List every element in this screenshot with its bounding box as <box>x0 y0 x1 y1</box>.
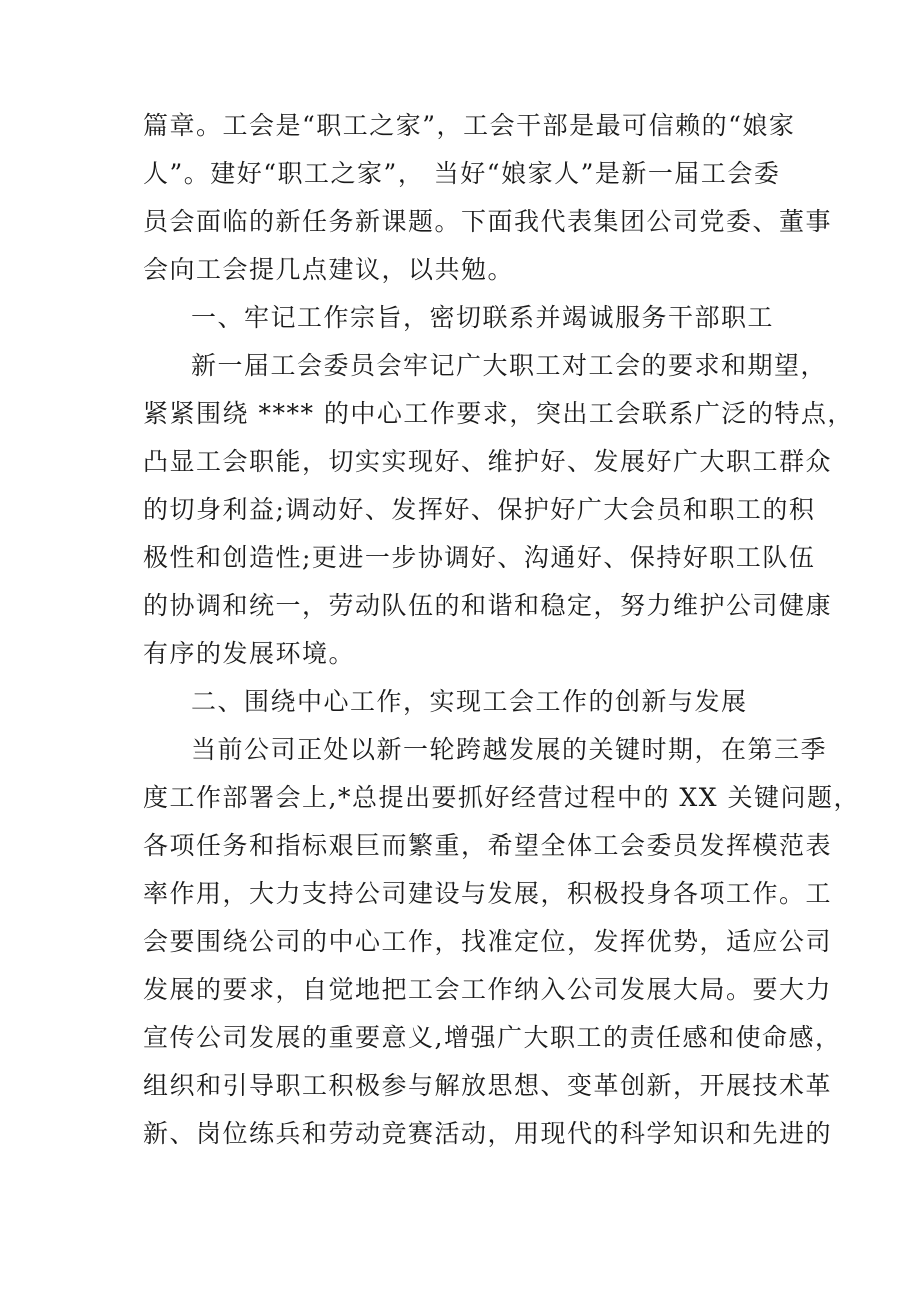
body-line: 凸显工会职能，切实实现好、维护好、发展好广大职工群众 <box>143 447 833 476</box>
body-line: 度工作部署会上,*总提出要抓好经营过程中的 XX 关键问题， <box>143 783 860 812</box>
body-line: 宣传公司发展的重要意义,增强广大职工的责任感和使命感， <box>143 1023 842 1052</box>
body-line: 各项任务和指标艰巨而繁重，希望全体工会委员发挥模范表 <box>143 831 833 860</box>
body-line: 会向工会提几点建议，以共勉。 <box>143 255 515 284</box>
body-line: 率作用，大力支持公司建设与发展，积极投身各项工作。工 <box>143 879 833 908</box>
document-body <box>143 102 860 1158</box>
body-line: 新、岗位练兵和劳动竞赛活动，用现代的科学知识和先进的 <box>143 1119 833 1148</box>
section-heading-2: 二、围绕中心工作，实现工会工作的创新与发展 <box>191 687 748 716</box>
body-line: 员会面临的新任务新课题。下面我代表集团公司党委、董事 <box>143 207 833 236</box>
paragraph-start: 新一届工会委员会牢记广大职工对工会的要求和期望， <box>191 351 828 380</box>
body-line: 篇章。工会是“职工之家”，工会干部是最可信赖的“娘家 <box>143 111 796 140</box>
paragraph-start: 当前公司正处以新一轮跨越发展的关键时期，在第三季 <box>191 735 828 764</box>
section-heading-1: 一、牢记工作宗旨，密切联系并竭诚服务干部职工 <box>191 303 775 332</box>
body-line: 发展的要求，自觉地把工会工作纳入公司发展大局。要大力 <box>143 975 833 1004</box>
body-line: 紧紧围绕 **** 的中心工作要求，突出工会联系广泛的特点， <box>143 399 854 428</box>
body-line: 有序的发展环境。 <box>143 639 356 668</box>
body-line: 人”。建好“职工之家”， 当好“娘家人”是新一届工会委 <box>143 159 781 188</box>
body-line: 会要围绕公司的中心工作，找准定位，发挥优势，适应公司 <box>143 927 833 956</box>
body-line: 组织和引导职工积极参与解放思想、变革创新，开展技术革 <box>143 1071 833 1100</box>
body-line: 极性和创造性;更进一步协调好、沟通好、保持好职工队伍 <box>143 543 816 572</box>
body-line: 的协调和统一，劳动队伍的和谐和稳定，努力维护公司健康 <box>143 591 833 620</box>
body-line: 的切身利益;调动好、发挥好、保护好广大会员和职工的积 <box>143 495 816 524</box>
